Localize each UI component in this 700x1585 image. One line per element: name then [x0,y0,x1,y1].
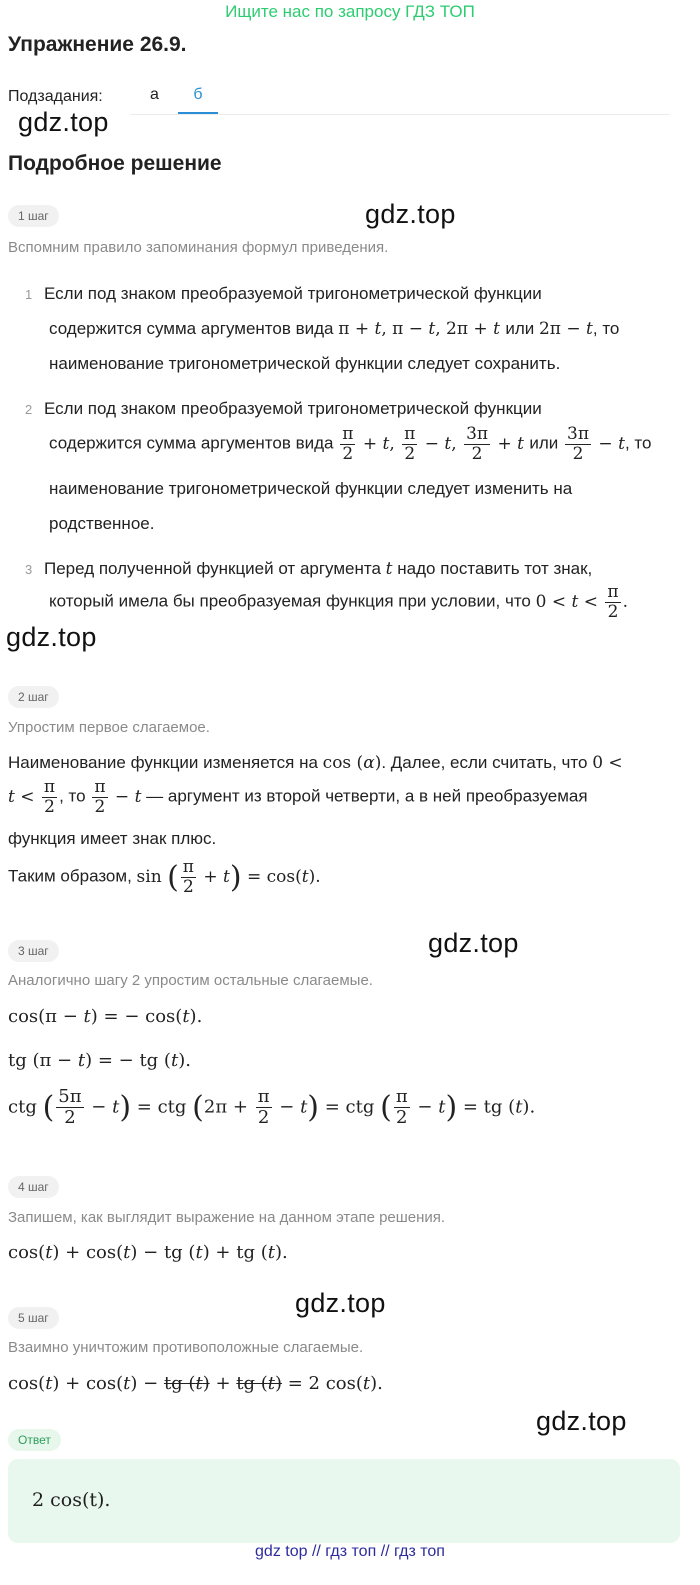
step-3-formula-2: tg (π − t) = − tg (t). [8,1050,191,1071]
rule-3-var: t [385,559,393,579]
rule-2-line-4: родственное. [49,514,155,533]
step-chip-5: 5 шаг [8,1307,59,1329]
step-chip-3: 3 шаг [8,940,59,962]
tab-b-active[interactable]: б [178,86,218,114]
rule-1-formula: π + t, π − t, 2π + t [338,319,500,339]
rule-3-text-3: который имела бы преобразуемая функция при условии, что [49,591,531,611]
rule-2-line-2 [49,425,651,463]
step-2-ineq-start: 0 < [592,753,623,773]
rule-3-line-1 [44,559,592,579]
step-2-line-1 [8,753,623,773]
rule-1-text: содержится сумма аргументов вида [49,319,334,338]
rule-3-line-2 [49,583,628,621]
step-2-text-3: , то [59,786,86,806]
step-2-text-4: — аргумент из второй четверти, а в ней преобразуемая [146,786,588,806]
rule-3-formula: 0 < t < $\frac{\pi}{2}$ . [535,582,628,622]
step-3-formula-3: ctg ( $\frac{5\pi}{2}$ − t) = ctg (2π + $\frac{\pi}{2}$ − t) = ctg ( $\frac{\pi}{2}$ − t) = tg (t). [8,1086,536,1128]
rule-1-line-1: Если под знаком преобразуемой тригонометрической функции [44,284,542,303]
step-4-formula: cos(t) + cos(t) − tg (t) + tg (t). [8,1242,288,1263]
rule-2-or: или [529,433,559,453]
section-title: Подробное решение [8,152,222,175]
step-2-line-3: функция имеет знак плюс. [8,829,217,848]
rule-number-2: 2 [25,402,33,417]
step-2-ineq-end: t < $\frac{\pi}{2}$ [8,777,56,817]
step-chip-4: 4 шаг [8,1176,59,1198]
footer-links[interactable]: gdz top // гдз топ // гдз топ [255,1543,445,1560]
rule-2-line-1: Если под знаком преобразуемой тригонометрической функции [44,399,542,418]
top-banner[interactable]: Ищите нас по запросу ГДЗ ТОП [225,2,475,21]
step-2-line-4 [8,858,321,896]
step-3-formula-1: cos(π − t) = − cos(t). [8,1006,203,1027]
rule-1-formula-2: 2π − t [538,319,593,339]
rule-1-then: , то [592,319,620,338]
step-chip-2: 2 шаг [8,686,59,708]
step-2-arg: $\frac{\pi}{2}$ − t [94,777,142,817]
step-hint-2: Упростим первое слагаемое. [8,719,210,736]
rule-number-3: 3 [25,562,33,577]
rule-2-formula-2: $\frac{3\pi}{2}$ − t [567,424,625,464]
rule-2-text: содержится сумма аргументов вида [49,433,334,453]
watermark: gdz.top [6,622,97,652]
answer-value: 2 cos(t). [32,1489,111,1511]
step-hint-1: Вспомним правило запоминания формул приведения. [8,239,389,256]
tab-a[interactable]: а [150,86,159,103]
step-2-text-1: Наименование функции изменяется на [8,753,318,772]
step-chip-1: 1 шаг [8,205,59,227]
rule-3-text-1: Перед полученной функцией от аргумента [44,559,381,578]
watermark: gdz.top [428,928,519,958]
step-2-text-6: Таким образом, [8,866,132,886]
rule-1-line-2 [49,319,619,339]
step-5-formula: cos(t) + cos(t) − tg (t) + tg (t) = 2 cos(t). [8,1373,383,1394]
watermark: gdz.top [18,107,109,137]
rule-2-formula: $\frac{\pi}{2}$ + t, $\frac{\pi}{2}$ − t, $\frac{3\pi}{2}$ + t [342,424,524,464]
watermark: gdz.top [536,1406,627,1436]
step-hint-5: Взаимно уничтожим противоположные слагаемые. [8,1339,364,1356]
rule-1-line-3: наименование тригонометрической функции следует сохранить. [49,354,561,373]
step-hint-4: Запишем, как выглядит выражение на данном этапе решения. [8,1209,446,1226]
answer-chip: Ответ [8,1429,61,1451]
rule-2-line-3: наименование тригонометрической функции следует изменить на [49,479,573,498]
subtasks-label: Подзадания: [8,88,103,105]
watermark: gdz.top [295,1288,386,1318]
step-hint-3: Аналогично шагу 2 упростим остальные слагаемые. [8,972,373,989]
subtabs-divider [130,114,670,115]
step-2-text-2: . Далее, если считать, что [381,753,588,772]
step-2-result: sin ( $\frac{\pi}{2}$ + t) = cos(t). [136,857,321,897]
rule-2-then: , то [624,433,652,453]
rule-3-text-2: надо поставить тот знак, [397,559,593,578]
watermark: gdz.top [365,199,456,229]
step-2-cos-alpha: cos (α) [322,753,382,773]
step-2-line-2 [8,778,588,816]
rule-1-or: или [505,319,535,338]
page-title: Упражнение 26.9. [8,33,187,56]
rule-number-1: 1 [25,287,33,302]
